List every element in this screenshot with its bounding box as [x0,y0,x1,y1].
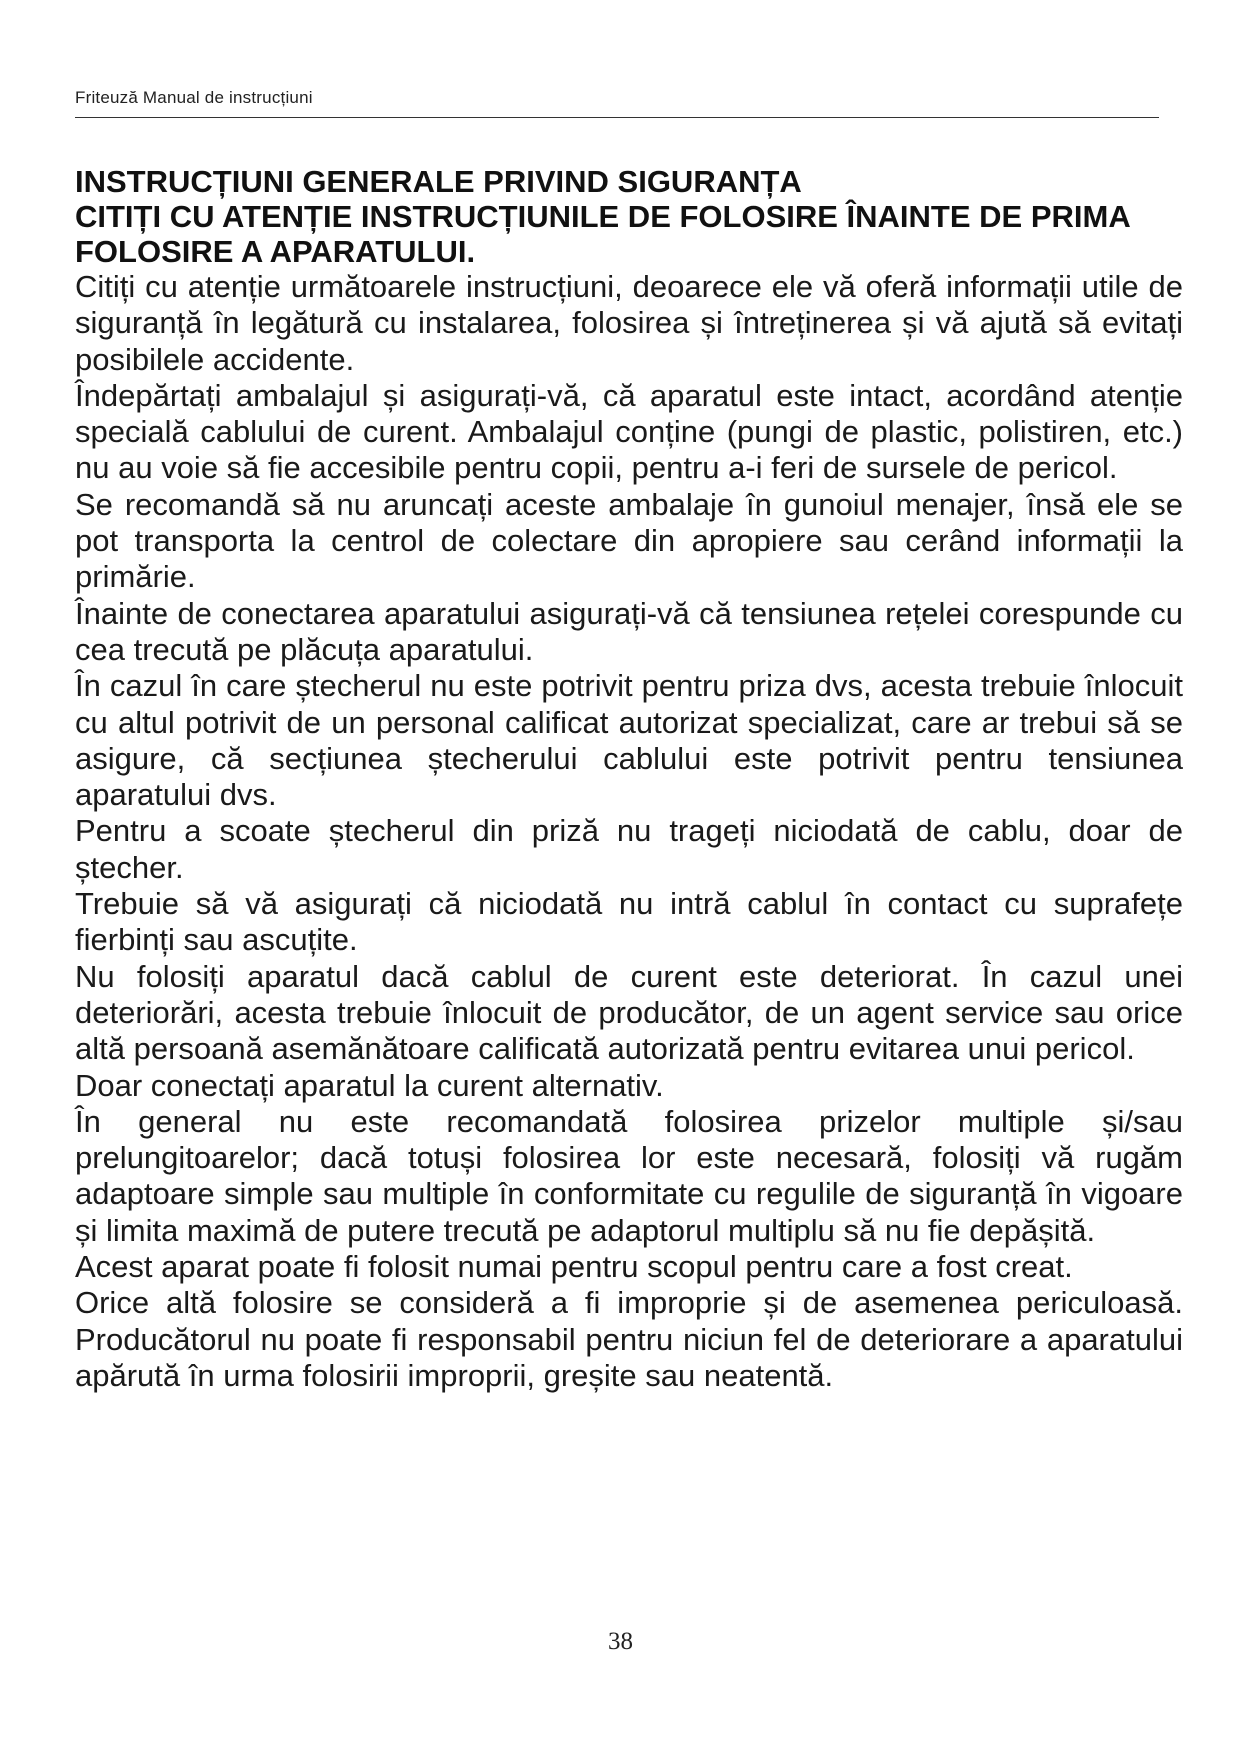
main-content [75,164,1193,1394]
paragraph: În cazul în care ștecherul nu este potrivit pentru priza dvs, acesta trebuie înlocuit cu altul potrivit de un personal calificat autorizat specializat, care ar trebui să se asigure, că secțiunea ștecherului cablului este potrivit pentru tensiunea aparatului dvs. [75,668,1183,813]
running-header: Friteuză Manual de instrucțiuni [75,88,313,107]
title-line-1: INSTRUCȚIUNI GENERALE PRIVIND SIGURANȚA [75,164,802,199]
paragraph: Orice altă folosire se consideră a fi improprie și de asemenea periculoasă. Producătorul nu poate fi responsabil pentru niciun fel de deteriorare a aparatului apărută în urma folosirii improprii, greșite sau neatentă. [75,1285,1183,1393]
title-line-2: CITIȚI CU ATENȚIE INSTRUCȚIUNILE DE FOLOSIRE ÎNAINTE DE PRIMA FOLOSIRE A APARATULUI. [75,199,1130,269]
paragraph: Îndepărtați ambalajul și asigurați-vă, că aparatul este intact, acordând atenție specială cablului de curent. Ambalajul conține (pungi de plastic, polistiren, etc.) nu au voie să fie accesibile pentru copii, pentru a-i feri de sursele de pericol. [75,377,1183,486]
paragraph: Doar conectați aparatul la curent alternativ. [75,1067,664,1103]
header-divider [75,117,1159,118]
paragraph: Trebuie să vă asigurați că niciodată nu intră cablul în contact cu suprafețe fierbinți sau ascuțite. [75,886,1183,958]
paragraph: Nu folosiți aparatul dacă cablul de curent este deteriorat. În cazul unei deteriorări, acesta trebuie înlocuit de producător, de un agent service sau orice altă persoană asemănătoare calificată autorizată pentru evitarea unui pericol. [75,958,1183,1067]
paragraph: În general nu este recomandată folosirea prizelor multiple și/sau prelungitoarelor; dacă totuși folosirea lor este necesară, folosiți vă rugăm adaptoare simple sau multiple în conformitate cu regulile de siguranță în vigoare și limita maximă de putere trecută pe adaptorul multiplu să nu fie depășită. [75,1103,1183,1248]
paragraph: Se recomandă să nu aruncați aceste ambalaje în gunoiul menajer, însă ele se pot transporta la centrol de colectare din apropiere sau cerând informații la primărie. [75,486,1183,595]
paragraph: Înainte de conectarea aparatului asigurați-vă că tensiunea rețelei corespunde cu cea trecută pe plăcuța aparatului. [75,595,1183,667]
paragraph: Citiți cu atenție următoarele instrucțiuni, deoarece ele vă oferă informații utile de siguranță în legătură cu instalarea, folosirea și întreținerea și vă ajută să evitați posibilele accidente. [75,269,1183,377]
paragraph: Pentru a scoate ștecherul din priză nu trageți niciodată de cablu, doar de ștecher. [75,813,1183,885]
page-number: 38 [608,1628,633,1655]
section-title [75,164,1193,269]
paragraph: Acest aparat poate fi folosit numai pentru scopul pentru care a fost creat. [75,1249,1073,1285]
